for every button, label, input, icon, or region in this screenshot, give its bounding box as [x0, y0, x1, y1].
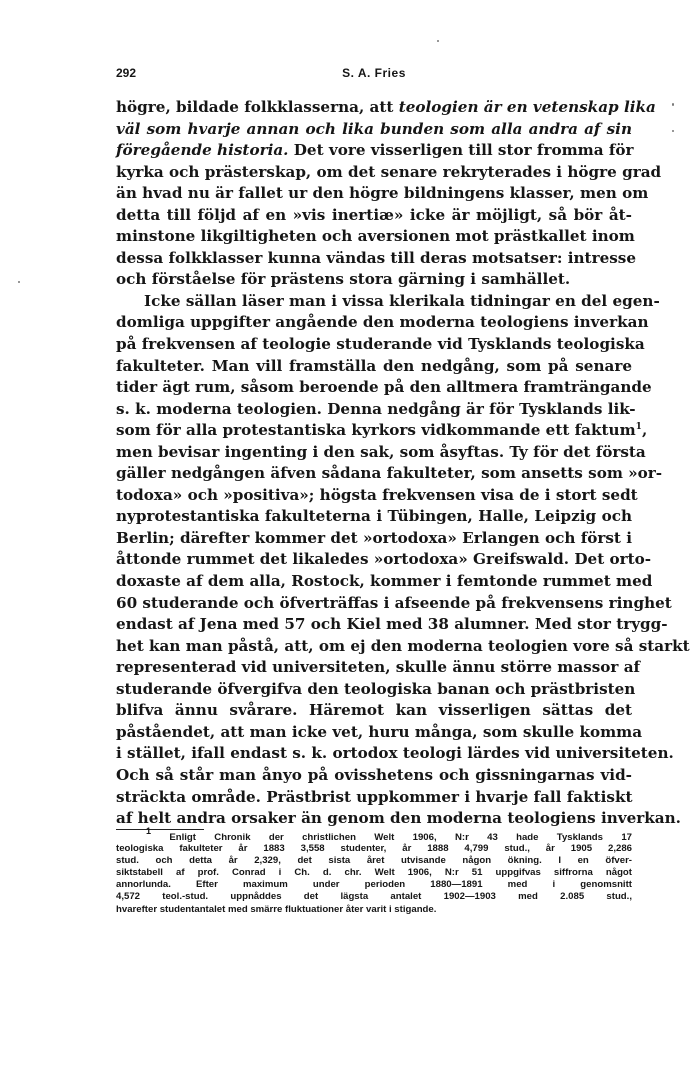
text-run: , [641, 421, 648, 440]
text-run: Det vore visserligen till stor fromma för [288, 141, 634, 160]
footnote-line [116, 826, 632, 843]
scan-speck [18, 281, 20, 283]
text-line [116, 377, 652, 399]
text-run: på frekvensen af teologie studerande vid Tysklands teologiska [116, 335, 645, 354]
footnote-line [116, 867, 632, 879]
text-run: endast af Jena med 57 och Kiel med 38 alumner. Med stor trygg- [116, 615, 668, 634]
scan-speck [672, 130, 674, 132]
text-line [116, 420, 648, 442]
text-line [116, 571, 653, 593]
text-run: Och så står man ånyo på ovisshetens och gissningarnas vid- [116, 765, 632, 784]
text-line [116, 269, 632, 291]
text-run: doxaste af dem alla, Rostock, kommer i femtonde rummet med [116, 572, 653, 591]
footnote-line [116, 904, 632, 916]
scan-speck [672, 103, 674, 106]
text-line [116, 636, 690, 658]
footnote-text: siktstabell af prof. Conrad i Ch. d. chr. Welt 1906, N:r 51 uppgifvas siffrorna något [116, 867, 632, 879]
text-run: detta till följd af en »vis inertiæ» icke är möjligt, så bör åt- [116, 205, 632, 224]
text-line [116, 312, 649, 334]
text-line [116, 97, 656, 119]
text-run: studerande öfvergifva den teologiska banan och prästbristen [116, 679, 636, 698]
text-run: högre, bildade folkklasserna, att [116, 98, 399, 116]
text-line [116, 183, 649, 205]
text-line [116, 356, 632, 378]
text-run: tider ägt rum, såsom beroende på den alltmera framträngande [116, 378, 652, 397]
text-line [116, 334, 645, 356]
text-run: minstone likgiltigheten och aversionen mot prästkallet inom [116, 227, 635, 246]
text-run: som för alla protestantiska kyrkors vidkommande ett faktum [116, 421, 636, 440]
text-line [116, 657, 641, 679]
footnote-number: 1 [146, 826, 152, 836]
text-run: 60 studerande och öfverträffas i afseende på frekvensens ringhet [116, 593, 672, 612]
text-run: s. k. moderna teologien. Denna nedgång är för Tysklands lik- [116, 399, 636, 418]
page-header [116, 64, 632, 84]
text-line [116, 614, 668, 636]
body-text [116, 97, 690, 830]
text-run: kyrka och prästerskap, om det senare rekryterades i högre grad [116, 162, 662, 181]
footnote-line [116, 855, 632, 867]
text-run: men bevisar ingenting i den sak, som åsyftas. Ty för det första [116, 442, 646, 461]
text-run: åttonde rummet det likaledes »ortodoxa» Greifswald. Det orto- [116, 550, 652, 569]
text-line [116, 722, 643, 744]
text-line [116, 162, 662, 184]
footnote-text: annorlunda. Efter maximum under perioden 1880—1891 med i genomsnitt [116, 879, 632, 891]
text-run: påståendet, att man icke vet, huru många, som skulle komma [116, 722, 643, 741]
footnote-text: stud. och detta år 2,329, det sista året utvisande någon ökning. I en öfver- [116, 855, 632, 867]
text-line [116, 442, 646, 464]
footnote-line [116, 879, 632, 891]
text-line [116, 140, 632, 162]
running-title: S. A. Fries [342, 66, 406, 80]
text-line [116, 787, 632, 809]
text-run: af helt andra orsaker än genom den moderna teologiens inverkan. [116, 809, 681, 828]
text-run: föregående historia. [116, 141, 289, 160]
text-run: Berlin; därefter kommer det »ortodoxa» Erlangen och först i [116, 528, 632, 547]
scan-speck [437, 40, 439, 42]
text-run: nyprotestantiska fakulteterna i Tübingen, Halle, Leipzig och [116, 507, 632, 526]
text-run: sträckta område. Prästbrist uppkommer i hvarje fall faktiskt [116, 787, 633, 806]
text-run: teologien är en vetenskap lika [398, 98, 656, 116]
text-line [116, 549, 652, 571]
text-line [116, 119, 632, 141]
footnote-line [116, 843, 632, 855]
footnote-text: teologiska fakulteter år 1883 3,558 studenter, år 1888 4,799 stud., år 1905 2,286 [116, 843, 632, 855]
text-run: gäller nedgången äfven sådana fakulteter, som ansetts som »or- [116, 464, 663, 483]
text-run: i stället, ifall endast s. k. ortodox teologi lärdes vid universiteten. [116, 744, 674, 763]
text-run: representerad vid universiteten, skulle ännu större massor af [116, 658, 641, 677]
text-line [116, 205, 632, 227]
text-run: het kan man påstå, att, om ej den moderna teologien vore så starkt [116, 636, 690, 655]
text-run: blifva ännu svårare. Häremot kan visserligen sättas det [116, 701, 632, 720]
text-run: dessa folkklasser kunna vändas till deras motsatser: intresse [116, 248, 636, 267]
footnote-text: Enligt Chronik der christlichen Welt 1906, N:r 43 hade Tysklands 17 [169, 832, 632, 843]
text-run: väl som hvarje annan och lika bunden som alla andra af sin [116, 119, 632, 138]
text-run: än hvad nu är fallet ur den högre bildningens klasser, men om [116, 184, 649, 203]
text-line [116, 485, 638, 507]
text-line [116, 399, 636, 421]
text-run: fakulteter. Man vill framställa den nedgång, som på senare [116, 356, 632, 375]
text-line [116, 528, 632, 550]
text-line [116, 291, 660, 313]
text-line [116, 679, 636, 701]
text-line [116, 226, 635, 248]
footnote-text: hvarefter studentantalet med smärre fluktuationer åter varit i stigande. [116, 903, 437, 915]
text-line [116, 506, 632, 528]
footnote-marker: 1 [635, 422, 642, 433]
text-line [116, 248, 636, 270]
footnotes [116, 826, 632, 916]
footnote-text: 4,572 teol.-stud. uppnåddes det lägsta antalet 1902—1903 med 2.085 stud., [116, 891, 632, 903]
text-line [116, 743, 674, 765]
text-run: todoxa» och »positiva»; högsta frekvensen visa de i stort sedt [116, 485, 638, 504]
text-line [116, 808, 681, 830]
text-line [116, 700, 632, 722]
text-line [116, 463, 663, 485]
text-line [116, 593, 672, 615]
text-run: Icke sällan läser man i vissa klerikala tidningar en del egen- [144, 291, 660, 310]
page-number: 292 [116, 66, 137, 80]
text-run: och förståelse för prästens stora gärning i samhället. [116, 270, 571, 289]
text-run: domliga uppgifter angående den moderna teologiens inverkan [116, 313, 649, 332]
text-line [116, 765, 632, 787]
footnote-line [116, 891, 632, 903]
